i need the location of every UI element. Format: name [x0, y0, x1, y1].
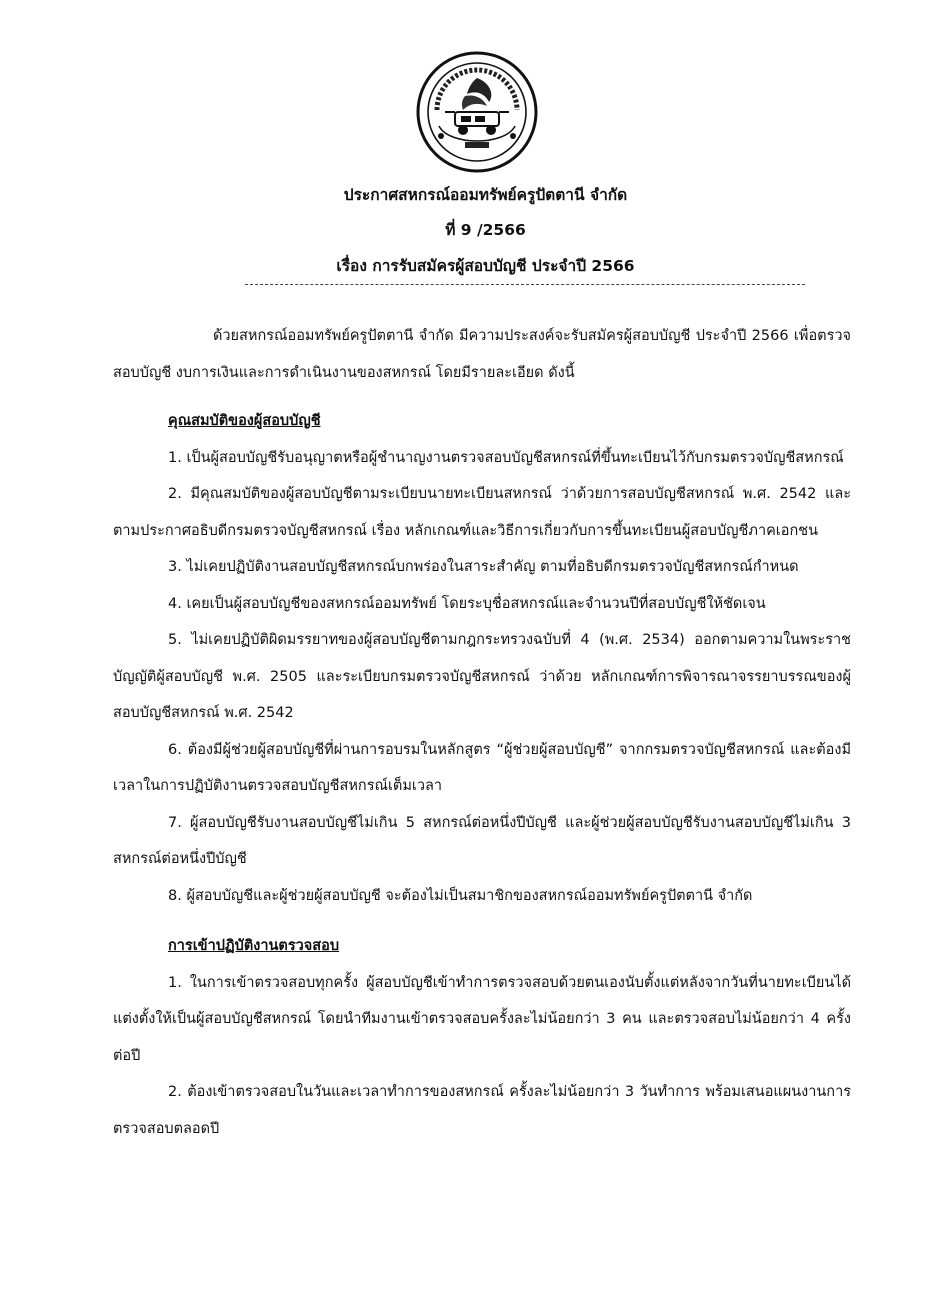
audit-practice-item: 2. ต้องเข้าตรวจสอบในวันและเวลาทำการของสหกรณ์ ครั้งละไม่น้อยกว่า 3 วันทำการ พร้อมเสนอแผนงานการตรวจสอบตลอดปี [113, 1084, 851, 1137]
dashed-divider [245, 284, 805, 285]
qualification-item: 2. มีคุณสมบัติของผู้สอบบัญชีตามระเบียบนายทะเบียนสหกรณ์ ว่าด้วยการสอบบัญชีสหกรณ์ พ.ศ. 2542 และตามประกาศอธิบดีกรมตรวจบัญชีสหกรณ์ เรื่อง หลักเกณฑ์และวิธีการเกี่ยวกับการขึ้นทะเบียนผู้สอบบัญชีภาคเอกชน [113, 486, 851, 539]
announcement-title: ประกาศสหกรณ์ออมทรัพย์ครูปัตตานี จำกัด [343, 186, 628, 204]
audit-practice-heading: การเข้าปฏิบัติงานตรวจสอบ [168, 938, 340, 954]
qualification-item: 8. ผู้สอบบัญชีและผู้ช่วยผู้สอบบัญชี จะต้องไม่เป็นสมาชิกของสหกรณ์ออมทรัพย์ครูปัตตานี จำกัด [168, 887, 753, 904]
announcement-body [113, 318, 851, 1147]
audit-practice-item: 1. ในการเข้าตรวจสอบทุกครั้ง ผู้สอบบัญชีเข้าทำการตรวจสอบด้วยตนเองนับตั้งแต่หลังจากวันที่นายทะเบียนได้แต่งตั้งให้เป็นผู้สอบบัญชีสหกรณ์ โดยนำทีมงานเข้าตรวจสอบครั้งละไม่น้อยกว่า 3 คน และตรวจสอบไม่น้อยกว่า 4 ครั้งต่อปี [113, 974, 851, 1064]
qualification-item: 4. เคยเป็นผู้สอบบัญชีของสหกรณ์ออมทรัพย์ โดยระบุชื่อสหกรณ์และจำนวนปีที่สอบบัญชีให้ชัดเจน [168, 595, 766, 612]
qualification-item: 7. ผู้สอบบัญชีรับงานสอบบัญชีไม่เกิน 5 สหกรณ์ต่อหนึ่งปีบัญชี และผู้ช่วยผู้สอบบัญชีรับงานสอบบัญชีไม่เกิน 3 สหกรณ์ต่อหนึ่งปีบัญชี [113, 814, 851, 867]
announcement-number: ที่ 9 /2566 [445, 221, 526, 239]
qualification-item: 6. ต้องมีผู้ช่วยผู้สอบบัญชีที่ผ่านการอบรมในหลักสูตร “ผู้ช่วยผู้สอบบัญชี” จากกรมตรวจบัญชีสหกรณ์ และต้องมีเวลาในการปฏิบัติงานตรวจสอบบัญชีสหกรณ์เต็มเวลา [113, 741, 851, 794]
qualification-item: 3. ไม่เคยปฏิบัติงานสอบบัญชีสหกรณ์บกพร่องในสาระสำคัญ ตามที่อธิบดีกรมตรวจบัญชีสหกรณ์กำหนด [168, 559, 799, 575]
announcement-subject: เรื่อง การรับสมัครผู้สอบบัญชี ประจำปี 2566 [336, 257, 635, 275]
cooperative-seal-logo [415, 50, 539, 174]
qualification-item: 5. ไม่เคยปฏิบัติผิดมรรยาทของผู้สอบบัญชีตามกฎกระทรวงฉบับที่ 4 (พ.ศ. 2534) ออกตามความในพระราชบัญญัติผู้สอบบัญชี พ.ศ. 2505 และระเบียบกรมตรวจบัญชีสหกรณ์ ว่าด้วย หลักเกณฑ์การพิจารณาจรรยาบรรณของผู้สอบบัญชีสหกรณ์ พ.ศ. 2542 [113, 632, 851, 721]
qualifications-heading: คุณสมบัติของผู้สอบบัญชี [168, 413, 321, 429]
intro-paragraph: ด้วยสหกรณ์ออมทรัพย์ครูปัตตานี จำกัด มีความประสงค์จะรับสมัครผู้สอบบัญชี ประจำปี 2566 เพื่อตรวจสอบบัญชี งบการเงินและการดำเนินงานของสหกรณ์ โดยมีรายละเอียด ดังนี้ [113, 328, 851, 381]
qualification-item: 1. เป็นผู้สอบบัญชีรับอนุญาตหรือผู้ชำนาญงานตรวจสอบบัญชีสหกรณ์ที่ขึ้นทะเบียนไว้กับกรมตรวจบัญชีสหกรณ์ [168, 449, 844, 466]
